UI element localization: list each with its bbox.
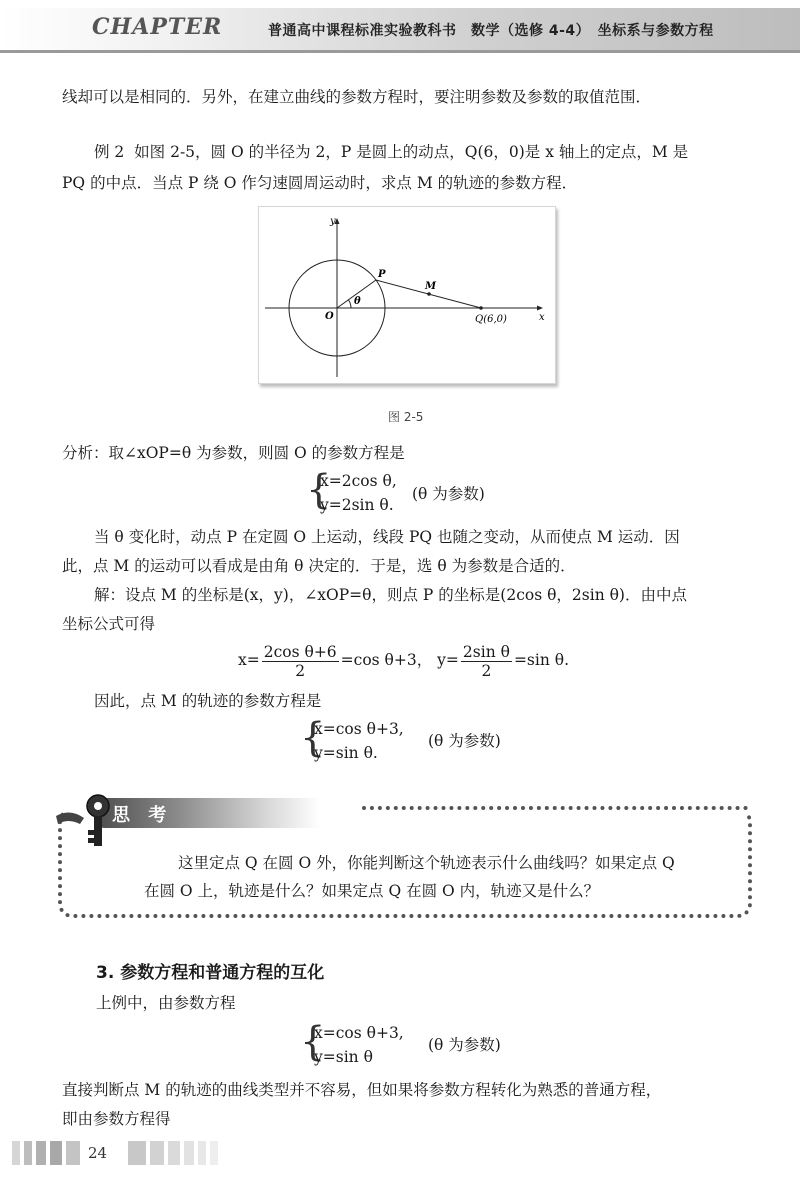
- page-number: 24: [88, 1144, 108, 1162]
- eq4-brace: {: [300, 1019, 326, 1065]
- eq2-x-frac: [262, 643, 339, 680]
- section-3-title: 3. 参数方程和普通方程的互化: [96, 963, 325, 983]
- eq2-x-den: 2: [295, 661, 306, 680]
- eq1-param: (θ 为参数): [412, 485, 485, 503]
- angle-arc: [349, 300, 352, 308]
- think-line-1: 这里定点 Q 在圆 O 外，你能判断这个轨迹表示什么曲线吗？如果定点 Q: [178, 854, 675, 872]
- header-rule: [0, 50, 800, 53]
- label-x: x: [539, 312, 545, 323]
- section3-line-3: 即由参数方程得: [62, 1110, 171, 1128]
- analysis-line: 分析：取∠xOP=θ 为参数，则圆 O 的参数方程是: [62, 444, 405, 462]
- eq3-param: (θ 为参数): [428, 732, 501, 750]
- eq3-x: x=cos θ+3,: [314, 720, 404, 738]
- section3-line-2: 直接判断点 M 的轨迹的曲线类型并不容易，但如果将参数方程转化为熟悉的普通方程，: [62, 1081, 662, 1099]
- key-icon: [52, 790, 112, 860]
- eq2: [238, 640, 569, 680]
- example-line-1: [62, 135, 758, 169]
- solution-line-1: 解：设点 M 的坐标是(x，y)，∠xOP=θ，则点 P 的坐标是(2cos θ，2sin θ)．由中点: [94, 586, 687, 604]
- eq2-y-den: 2: [481, 661, 492, 680]
- eq3-brace: {: [300, 715, 326, 761]
- para2-line-2: 此，点 M 的运动可以看成是由角 θ 决定的．于是，选 θ 为参数是合适的．: [62, 557, 576, 575]
- footer-decoration: [12, 1141, 218, 1165]
- book-title: 普通高中课程标准实验教科书 数学（选修 4-4） 坐标系与参数方程: [268, 23, 714, 39]
- point-Q: [479, 306, 483, 310]
- para2-line-1: 当 θ 变化时，动点 P 在定圆 O 上运动，线段 PQ 也随之变动，从而使点 M 运动．因: [94, 528, 680, 546]
- eq2-y-num: 2sin θ: [462, 642, 510, 661]
- solution-line-2: 坐标公式可得: [62, 615, 156, 633]
- eq2-x-rhs: =cos θ+3，: [340, 651, 433, 669]
- eq2-y-lhs: y=: [437, 651, 459, 669]
- label-y: y: [330, 216, 336, 227]
- therefore-line: 因此，点 M 的轨迹的参数方程是: [94, 692, 322, 710]
- eq3-y: y=sin θ.: [314, 744, 378, 762]
- think-line-2: 在圆 O 上，轨迹是什么？如果定点 Q 在圆 O 内，轨迹又是什么？: [144, 882, 600, 900]
- label-theta: θ: [354, 296, 361, 307]
- eq2-x-num: 2cos θ+6: [263, 642, 337, 661]
- intro-line: 线却可以是相同的．另外，在建立曲线的参数方程时，要注明参数及参数的取值范围．: [62, 88, 652, 106]
- figure-diagram: [259, 207, 557, 385]
- label-P: P: [378, 269, 386, 280]
- eq1-x: x=2cos θ,: [320, 472, 397, 490]
- point-M: [427, 292, 431, 296]
- eq4-x: x=cos θ+3,: [314, 1024, 404, 1042]
- example-label: 例 2: [94, 143, 125, 161]
- eq2-x-lhs: x=: [238, 651, 260, 669]
- figure-caption: 图 2-5: [388, 410, 424, 424]
- label-O: O: [325, 311, 334, 322]
- eq2-y-rhs: =sin θ.: [513, 651, 570, 669]
- eq2-y-frac: [461, 643, 512, 680]
- eq1-y: y=2sin θ.: [320, 496, 394, 514]
- figure-2-5: [258, 206, 556, 384]
- x-axis-arrow: [537, 306, 543, 311]
- label-Q: Q(6,0): [475, 314, 507, 325]
- eq4-param: (θ 为参数): [428, 1036, 501, 1054]
- eq1-brace: {: [306, 467, 332, 513]
- example-text-1: 如图 2-5，圆 O 的半径为 2，P 是圆上的动点，Q(6，0)是 x 轴上的定点，M 是: [134, 143, 689, 161]
- think-box-top-dots: [362, 806, 748, 812]
- chapter-label: CHAPTER: [92, 14, 223, 40]
- example-line-2: PQ 的中点．当点 P 绕 O 作匀速圆周运动时，求点 M 的轨迹的参数方程．: [62, 174, 578, 192]
- page-header: [0, 0, 800, 54]
- label-M: M: [425, 281, 437, 292]
- think-label: 思 考: [112, 805, 173, 826]
- section3-line-1: 上例中，由参数方程: [96, 994, 236, 1012]
- eq4-y: y=sin θ: [314, 1048, 373, 1066]
